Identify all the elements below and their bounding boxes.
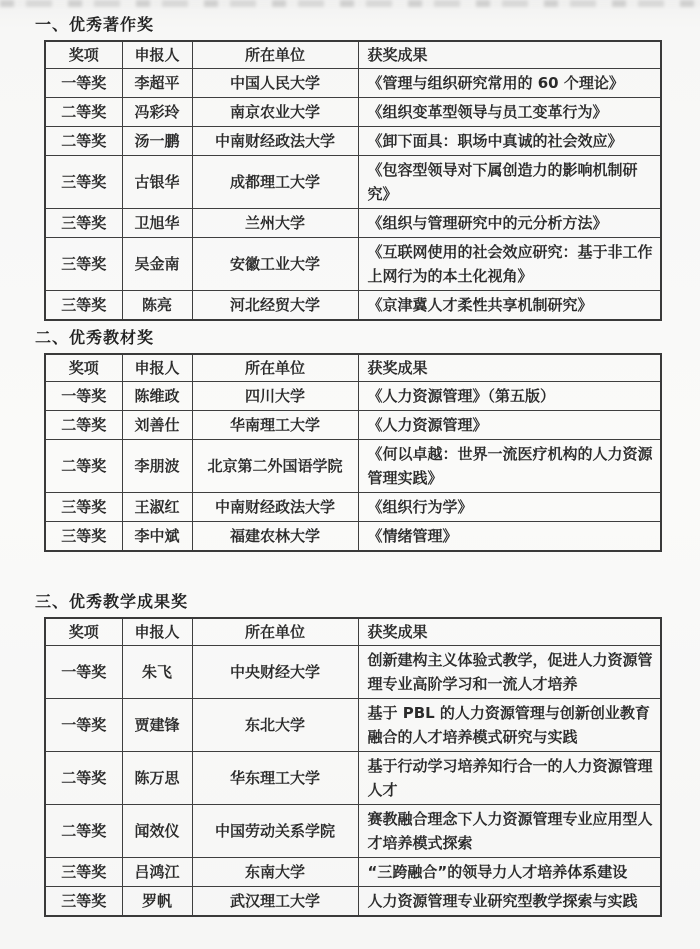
rank-cell: 三等奖 bbox=[45, 522, 122, 552]
result-cell: 人力资源管理专业研究型教学探索与实践 bbox=[358, 887, 661, 917]
organization-cell: 东北大学 bbox=[192, 699, 358, 752]
result-cell: 《卸下面具：职场中真诚的社会效应》 bbox=[358, 127, 661, 156]
table-row bbox=[45, 440, 661, 493]
rank-cell: 二等奖 bbox=[45, 98, 122, 127]
applicant-cell: 朱飞 bbox=[122, 646, 192, 699]
organization-cell: 福建农林大学 bbox=[192, 522, 358, 552]
table-row bbox=[45, 752, 661, 805]
applicant-cell: 卫旭华 bbox=[122, 209, 192, 238]
applicant-cell: 刘善仕 bbox=[122, 411, 192, 440]
table-row bbox=[45, 887, 661, 917]
teaching-awards-table bbox=[44, 617, 662, 917]
rank-cell: 一等奖 bbox=[45, 382, 122, 411]
result-cell: 《互联网使用的社会效应研究：基于非工作上网行为的本土化视角》 bbox=[358, 238, 661, 291]
column-header: 所在单位 bbox=[192, 618, 358, 646]
organization-cell: 中国劳动关系学院 bbox=[192, 805, 358, 858]
rank-cell: 三等奖 bbox=[45, 291, 122, 321]
header-row bbox=[45, 354, 661, 382]
result-cell: 《组织变革型领导与员工变革行为》 bbox=[358, 98, 661, 127]
rank-cell: 三等奖 bbox=[45, 493, 122, 522]
organization-cell: 中南财经政法大学 bbox=[192, 127, 358, 156]
column-header: 所在单位 bbox=[192, 354, 358, 382]
textbook-awards-table bbox=[44, 353, 662, 552]
applicant-cell: 闻效仪 bbox=[122, 805, 192, 858]
table-row bbox=[45, 411, 661, 440]
organization-cell: 东南大学 bbox=[192, 858, 358, 887]
table-row bbox=[45, 493, 661, 522]
section-title: 二、优秀教材奖 bbox=[35, 328, 155, 347]
organization-cell: 华南理工大学 bbox=[192, 411, 358, 440]
table-row bbox=[45, 646, 661, 699]
header-row bbox=[45, 618, 661, 646]
result-cell: 赛教融合理念下人力资源管理专业应用型人才培养模式探索 bbox=[358, 805, 661, 858]
rank-cell: 二等奖 bbox=[45, 752, 122, 805]
table-row bbox=[45, 805, 661, 858]
rank-cell: 三等奖 bbox=[45, 238, 122, 291]
applicant-cell: 汤一鹏 bbox=[122, 127, 192, 156]
organization-cell: 安徽工业大学 bbox=[192, 238, 358, 291]
section-teaching-awards bbox=[33, 589, 667, 917]
result-cell: 《管理与组织研究常用的 60 个理论》 bbox=[358, 69, 661, 98]
table-row bbox=[45, 291, 661, 321]
rank-cell: 三等奖 bbox=[45, 858, 122, 887]
column-header: 申报人 bbox=[122, 618, 192, 646]
column-header: 奖项 bbox=[45, 41, 122, 69]
applicant-cell: 古银华 bbox=[122, 156, 192, 209]
result-cell: 《何以卓越：世界一流医疗机构的人力资源管理实践》 bbox=[358, 440, 661, 493]
applicant-cell: 冯彩玲 bbox=[122, 98, 192, 127]
column-header: 所在单位 bbox=[192, 41, 358, 69]
rank-cell: 三等奖 bbox=[45, 209, 122, 238]
organization-cell: 兰州大学 bbox=[192, 209, 358, 238]
cropped-text-artifact bbox=[0, 0, 700, 7]
result-cell: 基于 PBL 的人力资源管理与创新创业教育融合的人才培养模式研究与实践 bbox=[358, 699, 661, 752]
table-row bbox=[45, 156, 661, 209]
column-header: 获奖成果 bbox=[358, 354, 661, 382]
table-row bbox=[45, 69, 661, 98]
organization-cell: 南京农业大学 bbox=[192, 98, 358, 127]
organization-cell: 北京第二外国语学院 bbox=[192, 440, 358, 493]
rank-cell: 三等奖 bbox=[45, 156, 122, 209]
section-title: 一、优秀著作奖 bbox=[35, 15, 155, 34]
result-cell: 《人力资源管理》（第五版） bbox=[358, 382, 661, 411]
result-cell: 《组织与管理研究中的元分析方法》 bbox=[358, 209, 661, 238]
section-textbook-awards bbox=[33, 325, 667, 552]
rank-cell: 三等奖 bbox=[45, 887, 122, 917]
result-cell: 《京津冀人才柔性共享机制研究》 bbox=[358, 291, 661, 321]
table-row bbox=[45, 127, 661, 156]
result-cell: 《人力资源管理》 bbox=[358, 411, 661, 440]
section-title: 三、优秀教学成果奖 bbox=[35, 592, 189, 611]
applicant-cell: 陈万思 bbox=[122, 752, 192, 805]
table-row bbox=[45, 238, 661, 291]
table-row bbox=[45, 522, 661, 552]
column-header: 获奖成果 bbox=[358, 41, 661, 69]
column-header: 奖项 bbox=[45, 354, 122, 382]
applicant-cell: 王淑红 bbox=[122, 493, 192, 522]
column-header: 申报人 bbox=[122, 41, 192, 69]
applicant-cell: 吴金南 bbox=[122, 238, 192, 291]
result-cell: 基于行动学习培养知行合一的人力资源管理人才 bbox=[358, 752, 661, 805]
result-cell: 《情绪管理》 bbox=[358, 522, 661, 552]
book-awards-table bbox=[44, 40, 662, 321]
rank-cell: 二等奖 bbox=[45, 805, 122, 858]
organization-cell: 华东理工大学 bbox=[192, 752, 358, 805]
organization-cell: 中国人民大学 bbox=[192, 69, 358, 98]
result-cell: 《包容型领导对下属创造力的影响机制研究》 bbox=[358, 156, 661, 209]
table-row bbox=[45, 209, 661, 238]
applicant-cell: 陈亮 bbox=[122, 291, 192, 321]
table-row bbox=[45, 858, 661, 887]
rank-cell: 二等奖 bbox=[45, 411, 122, 440]
section-book-awards bbox=[33, 12, 667, 321]
column-header: 申报人 bbox=[122, 354, 192, 382]
applicant-cell: 李中斌 bbox=[122, 522, 192, 552]
result-cell: 《组织行为学》 bbox=[358, 493, 661, 522]
organization-cell: 成都理工大学 bbox=[192, 156, 358, 209]
column-header: 奖项 bbox=[45, 618, 122, 646]
organization-cell: 中南财经政法大学 bbox=[192, 493, 358, 522]
organization-cell: 四川大学 bbox=[192, 382, 358, 411]
organization-cell: 中央财经大学 bbox=[192, 646, 358, 699]
table-row bbox=[45, 382, 661, 411]
rank-cell: 一等奖 bbox=[45, 646, 122, 699]
applicant-cell: 吕鸿江 bbox=[122, 858, 192, 887]
result-cell: 创新建构主义体验式教学，促进人力资源管理专业高阶学习和一流人才培养 bbox=[358, 646, 661, 699]
table-row bbox=[45, 699, 661, 752]
rank-cell: 一等奖 bbox=[45, 699, 122, 752]
column-header: 获奖成果 bbox=[358, 618, 661, 646]
applicant-cell: 李超平 bbox=[122, 69, 192, 98]
result-cell: “三跨融合”的领导力人才培养体系建设 bbox=[358, 858, 661, 887]
applicant-cell: 贾建锋 bbox=[122, 699, 192, 752]
header-row bbox=[45, 41, 661, 69]
organization-cell: 河北经贸大学 bbox=[192, 291, 358, 321]
rank-cell: 二等奖 bbox=[45, 440, 122, 493]
applicant-cell: 李朋波 bbox=[122, 440, 192, 493]
table-row bbox=[45, 98, 661, 127]
applicant-cell: 陈维政 bbox=[122, 382, 192, 411]
rank-cell: 二等奖 bbox=[45, 127, 122, 156]
applicant-cell: 罗帆 bbox=[122, 887, 192, 917]
organization-cell: 武汉理工大学 bbox=[192, 887, 358, 917]
rank-cell: 一等奖 bbox=[45, 69, 122, 98]
